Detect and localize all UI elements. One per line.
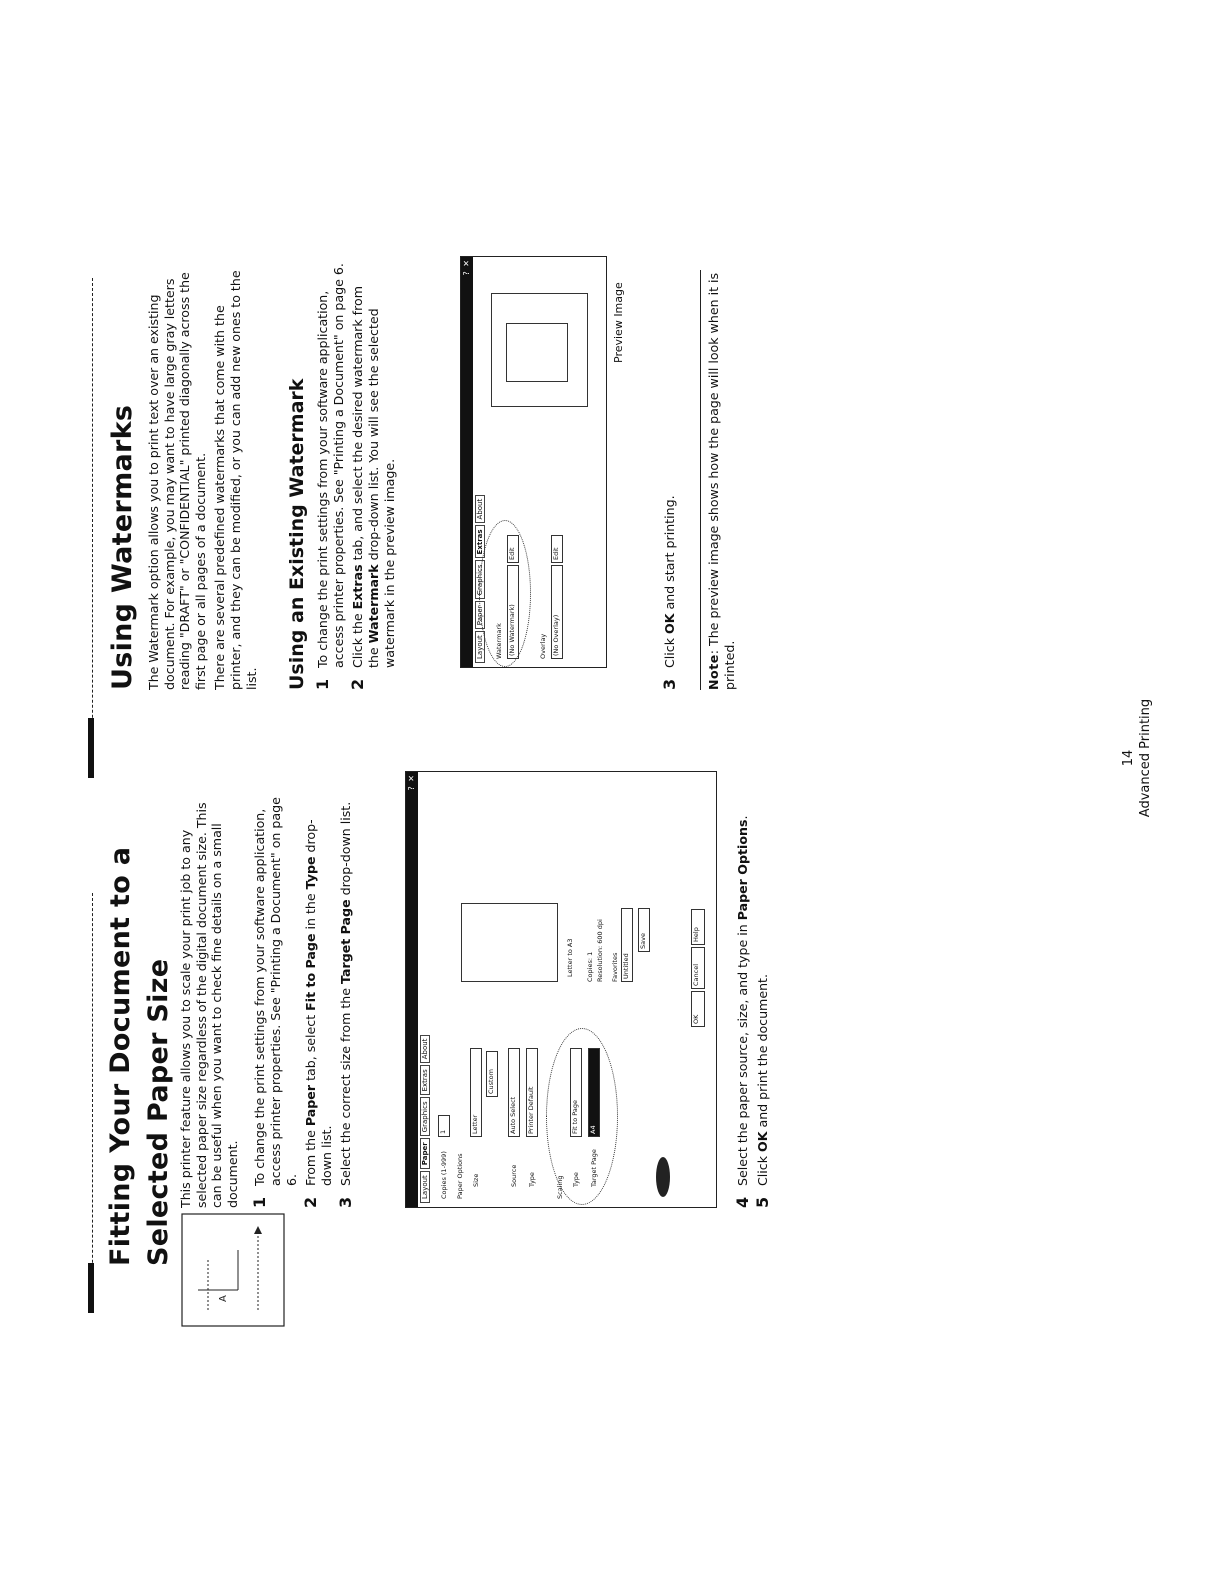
brand-logo xyxy=(656,1157,670,1197)
copies-input[interactable]: 1 xyxy=(438,1115,450,1137)
left-step-4 xyxy=(735,788,751,1208)
step-number: 1 xyxy=(250,1196,270,1208)
tab-about[interactable]: About xyxy=(420,1035,430,1064)
preview-page xyxy=(461,903,558,982)
right-intro-2: There are several predefined watermarks that come with the printer, and they can be modified, or you can add new ones to the list. xyxy=(212,270,259,690)
tab-graphics[interactable]: Graphics xyxy=(475,560,485,599)
tab-paper[interactable]: Paper xyxy=(420,1138,430,1169)
help-button[interactable]: Help xyxy=(691,909,705,945)
right-subtitle: Using an Existing Watermark xyxy=(286,378,309,690)
footer xyxy=(1120,638,1154,878)
overlay-edit-button[interactable]: Edit xyxy=(551,535,563,563)
tab-about[interactable]: About xyxy=(475,495,485,524)
tab-extras[interactable]: Extras xyxy=(420,1065,430,1095)
copies-info: Copies: 1 xyxy=(586,951,594,982)
step-number: 3 xyxy=(336,1196,356,1208)
step-text: Click OK and start printing. xyxy=(662,495,677,668)
preview-image-caption: Preview Image xyxy=(612,282,625,363)
step-text: From the Paper tab, select Fit to Page in the Type drop-down list. xyxy=(303,819,334,1186)
right-step-3 xyxy=(662,270,678,690)
step-text: Click the Extras tab, and select the desired watermark from the Watermark drop-down list. You will see the selected watermark in the preview image. xyxy=(350,286,397,668)
right-step-3-wrap xyxy=(662,270,682,690)
watermark-select[interactable]: (No Watermark) xyxy=(507,565,519,659)
left-body xyxy=(178,792,358,1208)
step-number: 5 xyxy=(753,1196,772,1208)
step-number: 2 xyxy=(348,678,368,690)
copies-label: Copies (1-999) xyxy=(440,1151,448,1199)
left-step-1 xyxy=(252,792,299,1208)
dialog-title-buttons: ? ✕ xyxy=(462,259,471,276)
scale-type-label: Type xyxy=(572,1172,580,1187)
type-label: Type xyxy=(528,1172,536,1187)
overlay-select[interactable]: (No Overlay) xyxy=(551,565,563,659)
dialog-titlebar xyxy=(406,772,418,1207)
left-title xyxy=(104,826,176,1266)
right-accent-bar xyxy=(88,718,94,778)
target-page-label: Target Page xyxy=(590,1149,598,1187)
paper-tab-dialog-screenshot xyxy=(405,771,717,1208)
tab-extras[interactable]: Extras xyxy=(475,525,485,558)
step-number: 4 xyxy=(733,1196,752,1208)
tab-paper[interactable]: Paper xyxy=(475,601,485,629)
watermark-edit-button[interactable]: Edit xyxy=(507,535,519,563)
resolution-info: Resolution: 600 dpi xyxy=(596,919,604,982)
left-title-line2: Selected Paper Size xyxy=(143,958,174,1266)
save-button[interactable]: Save xyxy=(638,908,650,952)
left-top-rule xyxy=(92,893,93,1313)
right-body xyxy=(146,262,401,690)
custom-button[interactable]: Custom xyxy=(486,1051,498,1097)
right-intro-1: The Watermark option allows you to print text over an existing document. For example, you may want to have large gray letters reading "DRAFT" or "CONFIDENTIAL" printed diagonally across the first page or all pages of a document. xyxy=(146,272,208,690)
right-top-rule xyxy=(92,278,93,778)
step-text: Select the correct size from the Target Page drop-down list. xyxy=(338,801,354,1186)
step-text: Select the paper source, size, and type in Paper Options. xyxy=(735,815,750,1186)
left-step-2 xyxy=(303,792,334,1208)
highlight-oval xyxy=(479,520,531,667)
step-number: 3 xyxy=(660,678,679,690)
favorites-label: Favorites xyxy=(611,952,619,982)
source-select[interactable]: Auto Select xyxy=(508,1048,520,1137)
type-select[interactable]: Printer Default xyxy=(526,1048,538,1137)
right-title-wrap xyxy=(106,250,140,690)
step-number: 2 xyxy=(301,1196,321,1208)
dialog-titlebar xyxy=(461,257,473,667)
scale-to-fit-icon xyxy=(178,1210,288,1330)
ok-button[interactable]: OK xyxy=(691,991,705,1027)
paper-options-label: Paper Options xyxy=(456,1153,464,1199)
preview-text: Letter to A3 xyxy=(566,938,574,977)
tab-layout[interactable]: Layout xyxy=(475,631,485,663)
size-label: Size xyxy=(472,1173,480,1187)
tab-layout[interactable]: Layout xyxy=(420,1171,430,1203)
size-select[interactable]: Letter xyxy=(470,1048,482,1137)
overlay-label: Overlay xyxy=(539,633,547,659)
favorites-select[interactable]: Untitled xyxy=(621,908,633,982)
highlight-oval xyxy=(546,1028,618,1205)
note-block xyxy=(706,270,737,690)
preview-watermark xyxy=(506,323,568,382)
dialog-tabs xyxy=(418,772,432,1207)
step-text: To change the print settings from your software application, access printer properties. See "Printing a Document" on page 6. xyxy=(315,263,346,668)
tab-graphics[interactable]: Graphics xyxy=(420,1097,430,1136)
left-intro: This printer feature allows you to scale your print job to any selected paper size regardless of the digital document size. This can be useful when you want to check fine details on a small document. xyxy=(178,802,240,1208)
left-step-5 xyxy=(755,788,771,1208)
right-title: Using Watermarks xyxy=(107,404,138,690)
note-text: : The preview image shows how the page will look when it is printed. xyxy=(706,272,737,690)
dialog-title-buttons: ? ✕ xyxy=(407,774,416,791)
left-steps-after xyxy=(735,788,775,1208)
target-page-select[interactable]: A4 xyxy=(588,1048,600,1137)
extras-tab-dialog-screenshot xyxy=(460,256,607,668)
watermark-label: Watermark xyxy=(495,623,503,659)
step-number: 1 xyxy=(313,678,333,690)
scale-type-select[interactable]: Fit to Page xyxy=(570,1048,582,1137)
left-accent-bar xyxy=(88,1263,94,1313)
step-text: Click OK and print the document. xyxy=(755,974,770,1186)
source-label: Source xyxy=(510,1164,518,1187)
cancel-button[interactable]: Cancel xyxy=(691,947,705,989)
page-number: 14 xyxy=(1121,749,1136,767)
scaling-label: Scaling xyxy=(556,1175,564,1199)
svg-text:A: A xyxy=(218,1295,229,1302)
right-step-1 xyxy=(315,262,346,690)
right-step-2 xyxy=(350,262,397,690)
note-label: Note xyxy=(706,654,721,690)
step-text: To change the print settings from your software application, access printer properties. See "Printing a Document" on page 6. xyxy=(252,797,299,1186)
left-step-3 xyxy=(338,792,354,1208)
note-top-rule xyxy=(700,270,701,690)
section-name: Advanced Printing xyxy=(1138,698,1153,818)
left-title-line1: Fitting Your Document to a xyxy=(105,846,136,1266)
